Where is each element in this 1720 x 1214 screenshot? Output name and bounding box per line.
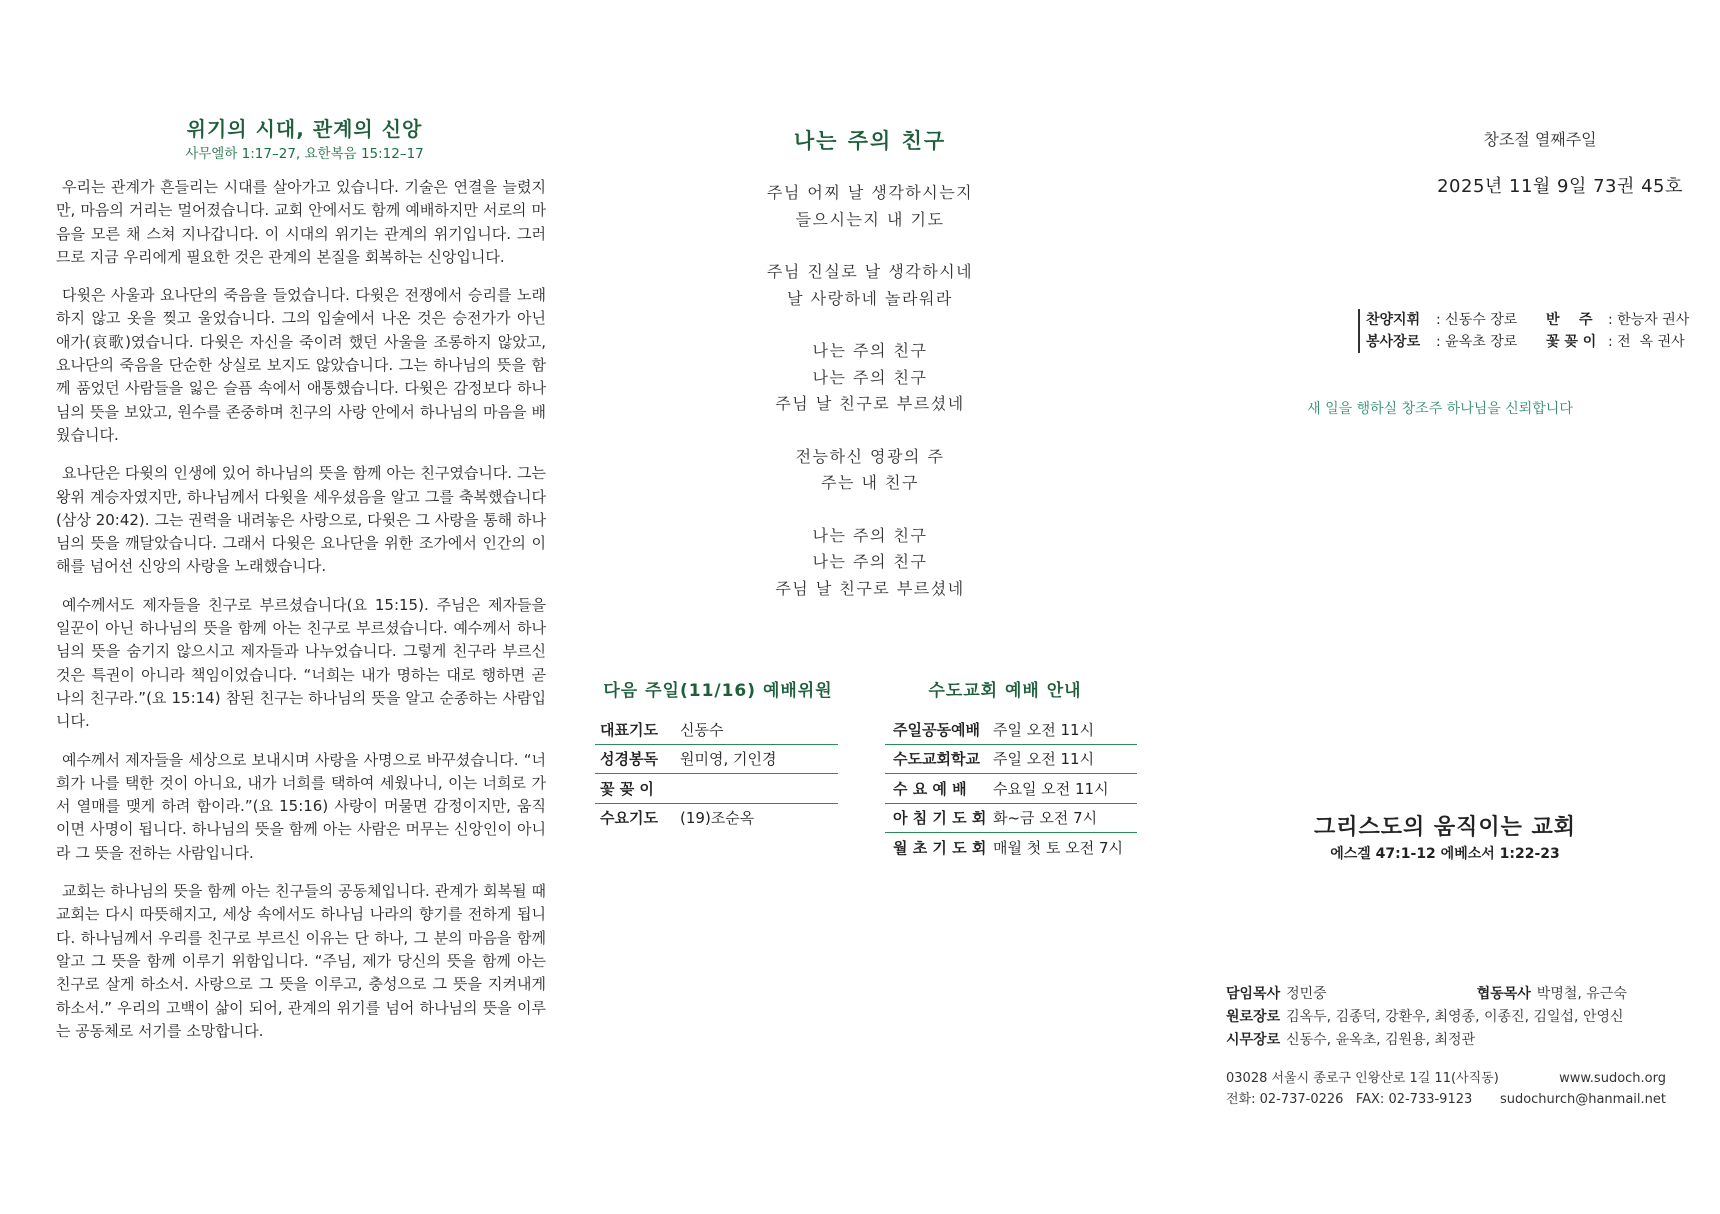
staff-value: 정민중 — [1286, 986, 1327, 1002]
website-link[interactable]: www.sudoch.org — [1559, 1071, 1666, 1086]
row-value: 매월 첫 토 오전 7시 — [993, 838, 1124, 857]
role-value: : 신동수 장로 — [1436, 312, 1518, 328]
staff-line — [1226, 1006, 1627, 1029]
sermon-title: 위기의 시대, 관계의 신앙 — [186, 117, 423, 141]
next-week-table — [595, 715, 838, 832]
role-value: : 한능자 권사 — [1608, 312, 1690, 328]
liturgical-season: 창조절 열째주일 — [1483, 130, 1597, 149]
lyric-line: 주님 어찌 날 생각하시는지 — [766, 183, 974, 202]
row-value: 수요일 오전 11시 — [993, 779, 1109, 798]
table-row — [595, 774, 838, 804]
row-value: 화~금 오전 7시 — [993, 809, 1098, 828]
staff-label: 담임목사 — [1226, 986, 1281, 1002]
table-row — [595, 804, 838, 833]
hymn-stanza — [745, 180, 995, 233]
row-value: 신동수 — [680, 720, 724, 739]
service-guide-title: 수도교회 예배 안내 — [928, 681, 1082, 701]
row-label: 월 초 기 도 회 — [893, 838, 987, 857]
lyric-line: 주님 날 친구로 부르셨네 — [775, 578, 965, 598]
role-line — [1366, 331, 1689, 353]
lyric-line: 나는 주의 친구 — [812, 525, 928, 545]
lyric-line: 들으시는지 내 기도 — [795, 209, 945, 229]
sermon-body — [56, 176, 546, 1058]
role-label: 반 주 — [1546, 312, 1593, 328]
row-value: 원미영, 기인경 — [680, 750, 777, 769]
church-verse: 에스겔 47:1-12 에베소서 1:22-23 — [1330, 846, 1560, 862]
lyric-line: 날 사랑하네 놀라워라 — [787, 288, 953, 308]
role-value: : 전 옥 권사 — [1608, 334, 1685, 350]
hymn-stanza — [745, 338, 995, 418]
role-label: 찬양지휘 — [1366, 312, 1421, 328]
staff-list — [1226, 983, 1627, 1052]
staff-value: 김옥두, 김종덕, 강환우, 최영종, 이종진, 김일섭, 안영신 — [1286, 1009, 1624, 1025]
service-guide-table — [885, 715, 1137, 862]
lyric-line: 나는 주의 친구 — [812, 341, 928, 360]
address: 03028 서울시 종로구 인왕산로 1길 11(사직동) — [1226, 1071, 1499, 1086]
contact-info — [1226, 1068, 1666, 1110]
row-value: 주일 오전 11시 — [993, 750, 1095, 769]
hymn-lyrics — [745, 180, 995, 628]
role-line — [1366, 309, 1689, 331]
table-row — [595, 745, 838, 775]
staff-value: 박명철, 유근숙 — [1536, 986, 1627, 1002]
role-label: 봉사장로 — [1366, 334, 1421, 350]
row-label: 수도교회학교 — [893, 750, 980, 769]
lyric-line: 나는 주의 친구 — [812, 552, 928, 571]
lyric-line: 전능하신 영광의 주 — [795, 446, 945, 466]
sermon-paragraph: 예수께서 제자들을 세상으로 보내시며 사랑을 사명으로 바꾸셨습니다. “너희가 나를 택한 것이 아니요, 내가 너희를 택하여 세웠나니, 이는 너희로 가서 열매를 맺게 하려 함이라.”(요 15:16) 사랑이 머물면 감정이지만, 움직이면 사명이 됩니다. 하나님의 뜻을 함께 아는 사람은 머무는 신앙인이 아니라 그 뜻을 전하는 사람입니다. — [56, 750, 546, 862]
sermon-reference: 사무엘하 1:17–27, 요한복음 15:12–17 — [185, 146, 424, 162]
table-row — [885, 715, 1137, 745]
phone-fax: 전화: 02-737-0226 FAX: 02-733-9123 — [1226, 1092, 1473, 1107]
row-label: 성경봉독 — [600, 750, 658, 769]
lyric-line: 나는 주의 친구 — [812, 367, 928, 387]
staff-label: 원로장로 — [1226, 1009, 1281, 1025]
table-row — [885, 774, 1137, 804]
role-value: : 윤옥초 장로 — [1436, 334, 1518, 350]
staff-value: 신동수, 윤옥초, 김원용, 최정관 — [1286, 1032, 1476, 1048]
table-row — [885, 804, 1137, 834]
table-row — [595, 715, 838, 745]
role-label: 꽃 꽂 이 — [1546, 334, 1597, 350]
row-value: (19)조순옥 — [680, 809, 755, 828]
church-name: 그리스도의 움직이는 교회 — [1313, 815, 1577, 840]
staff-line — [1226, 1029, 1627, 1052]
row-label: 꽃 꽂 이 — [600, 779, 654, 798]
worship-roles — [1358, 309, 1689, 353]
contact-line — [1226, 1068, 1666, 1089]
row-label: 수 요 예 배 — [893, 779, 967, 798]
row-label: 대표기도 — [600, 720, 658, 739]
email-link[interactable]: sudochurch@hanmail.net — [1499, 1092, 1666, 1107]
lyric-line: 주님 진실로 날 생각하시네 — [766, 262, 974, 281]
next-week-title: 다음 주일(11/16) 예배위원 — [603, 681, 833, 701]
staff-line — [1226, 983, 1627, 1006]
row-label: 수요기도 — [600, 809, 658, 828]
row-value: 주일 오전 11시 — [993, 720, 1095, 739]
table-row — [885, 833, 1137, 862]
sermon-paragraph: 예수께서도 제자들을 친구로 부르셨습니다(요 15:15). 주님은 제자들을 일꾼이 아닌 하나님의 뜻을 함께 아는 친구로 부르셨습니다. 예수께서 하나님의 뜻을 숨기지 않으시고 제자들과 나누었습니다. 그렇게 친구라 부르신 것은 특권이 아니라 책임이었습니다. “너희는 내가 명하는 대로 행하면 곧 나의 친구라.”(요 15:14) 참된 친구는 하나님의 뜻을 알고 순종하는 사람입니다. — [56, 595, 546, 731]
sermon-paragraph: 요나단은 다윗의 인생에 있어 하나님의 뜻을 함께 아는 친구였습니다. 그는 왕위 계승자였지만, 하나님께서 다윗을 세우셨음을 알고 그를 축복했습니다(삼상 20:42). 그는 권력을 내려놓은 사랑으로, 다윗은 그 사랑을 통해 하나님의 뜻을 깨달았습니다. 그래서 다윗은 요나단을 위한 조가에서 인간의 이해를 넘어선 신앙의 사랑을 노래했습니다. — [56, 464, 546, 576]
contact-line — [1226, 1089, 1666, 1110]
hymn-stanza — [745, 523, 995, 603]
sermon-paragraph: 교회는 하나님의 뜻을 함께 아는 친구들의 공동체입니다. 관계가 회복될 때 교회는 다시 따뜻해지고, 세상 속에서도 하나님 나라의 향기를 전하게 됩니다. 하나님께서 우리를 친구로 부르신 이유는 단 하나, 그 분의 마음을 함께 알고 그 뜻을 함께 이루기 위함입니다. “주님, 제가 당신의 뜻을 함께 아는 친구로 살게 하소서. 사랑으로 그 뜻을 이루고, 충성으로 그 뜻을 지켜내게 하소서.” 우리의 고백이 삶이 되어, 관계의 위기를 넘어 하나님의 뜻을 이루는 공동체로 서기를 소망합니다. — [56, 882, 546, 1040]
lyric-line: 주는 내 친구 — [821, 473, 919, 492]
hymn-stanza — [745, 444, 995, 497]
sermon-paragraph: 우리는 관계가 흔들리는 시대를 살아가고 있습니다. 기술은 연결을 늘렸지만, 마음의 거리는 멀어졌습니다. 교회 안에서도 함께 예배하지만 서로의 마음을 모른 채 스쳐 지나갑니다. 이 시대의 위기는 관계의 위기입니다. 그러므로 지금 우리에게 필요한 것은 관계의 본질을 회복하는 신앙입니다. — [56, 178, 546, 266]
staff-label: 시무장로 — [1226, 1032, 1281, 1048]
row-label: 주일공동예배 — [893, 720, 980, 739]
issue-date: 2025년 11월 9일 73권 45호 — [1437, 176, 1683, 197]
staff-label: 협동목사 — [1476, 986, 1531, 1002]
table-row — [885, 745, 1137, 775]
hymn-stanza — [745, 259, 995, 312]
row-label: 아 침 기 도 회 — [893, 809, 987, 828]
hymn-title: 나는 주의 친구 — [793, 129, 947, 153]
church-motto: 새 일을 행하실 창조주 하나님을 신뢰합니다 — [1307, 401, 1573, 417]
sermon-paragraph: 다윗은 사울과 요나단의 죽음을 들었습니다. 다윗은 전쟁에서 승리를 노래하지 않고 옷을 찢고 울었습니다. 그의 입술에서 나온 것은 승전가가 아닌 애가(哀歌)였습니다. 다윗은 자신을 죽이려 했던 사울을 조롱하지 않았고, 요나단의 죽음을 단순한 상실로 보지도 않았습니다. 그는 하나님의 뜻을 함께 품었던 사람들을 잃은 슬픔 속에서 애통했습니다. 다윗은 감정보다 하나님의 뜻을 보았고, 원수를 존중하며 친구의 사랑 안에서 하나님의 마음을 배웠습니다. — [56, 286, 546, 444]
lyric-line: 주님 날 친구로 부르셨네 — [775, 394, 965, 413]
